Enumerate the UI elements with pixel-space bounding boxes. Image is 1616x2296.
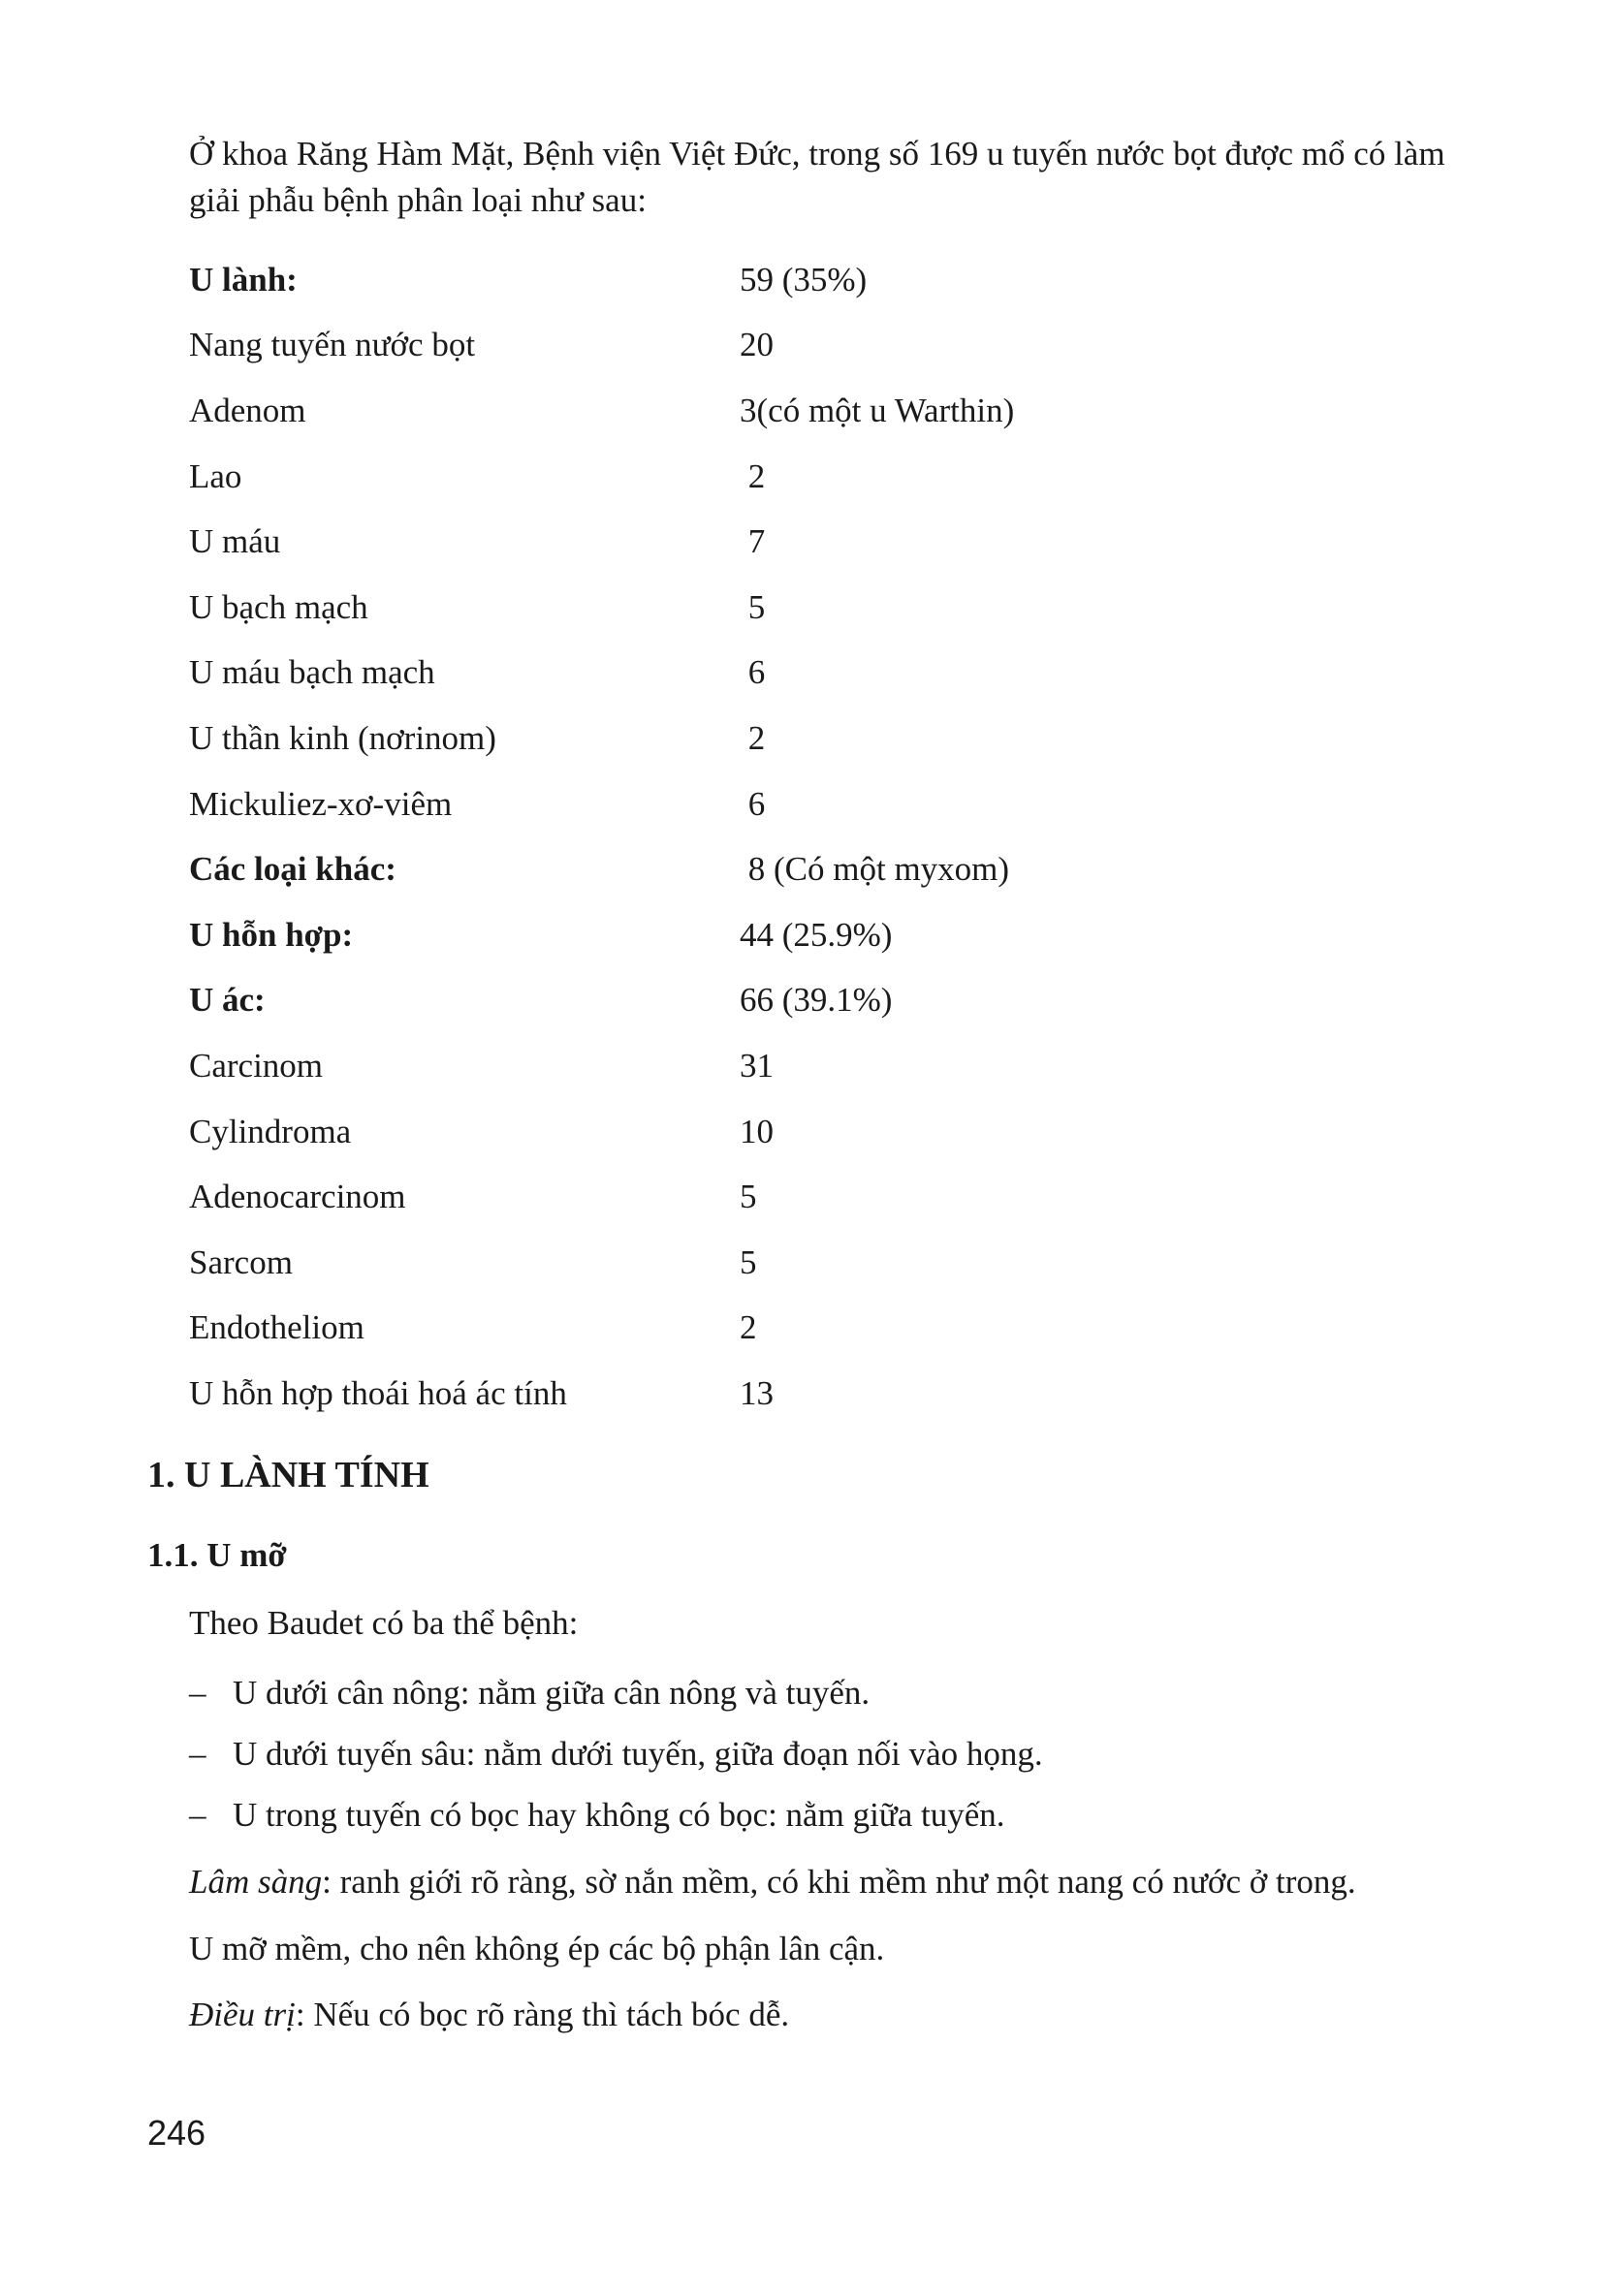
table-row [189, 641, 1352, 707]
row-label: Cylindroma [189, 1112, 352, 1150]
table-row [189, 1164, 1352, 1230]
row-value: 3(có một u Warthin) [740, 391, 1015, 429]
row-label: U bạch mạch [189, 587, 368, 626]
row-value: 8 (Có một myxom) [740, 850, 1010, 889]
row-value: 31 [740, 1046, 774, 1085]
row-value: 13 [740, 1373, 774, 1412]
row-value: 10 [740, 1112, 774, 1150]
table-row [189, 836, 1352, 902]
paragraph-baudet: Theo Baudet có ba thể bệnh: [189, 1604, 579, 1642]
table-row [189, 247, 1352, 313]
table-row [189, 575, 1352, 641]
row-label: U thần kinh (nơrinom) [189, 718, 496, 757]
table-row [189, 771, 1352, 837]
bullet-dash: – [189, 1796, 206, 1834]
paragraph-u-mo: U mỡ mềm, cho nên không ép các bộ phận lân cận. [189, 1930, 885, 1967]
row-value: 2 [740, 1308, 757, 1347]
table-row [189, 1099, 1352, 1165]
bullet-item [189, 1674, 870, 1713]
section-heading: 1. U LÀNH TÍNH [147, 1455, 429, 1495]
row-value: 7 [740, 522, 766, 561]
row-label: U hỗn hợp thoái hoá ác tính [189, 1373, 567, 1412]
row-label: Mickuliez-xơ-viêm [189, 784, 453, 823]
row-value: 5 [740, 587, 766, 626]
table-row [189, 1296, 1352, 1362]
classification-table [189, 247, 1352, 1427]
table-row [189, 706, 1352, 771]
bullet-text: U dưới tuyến sâu: nằm dưới tuyến, giữa đoạn nối vào họng. [233, 1735, 1043, 1773]
row-value: 5 [740, 1178, 757, 1216]
row-value: 2 [740, 718, 766, 757]
page-number: 246 [147, 2113, 206, 2153]
bullet-dash: – [189, 1674, 206, 1712]
table-row [189, 444, 1352, 510]
row-label: U máu [189, 522, 281, 561]
row-label: U lành: [189, 260, 298, 299]
row-value: 66 (39.1%) [740, 981, 893, 1020]
row-label: Carcinom [189, 1046, 324, 1085]
table-row [189, 1361, 1352, 1427]
row-label: Lao [189, 456, 242, 495]
lam-sang-label: Lâm sàng [189, 1863, 323, 1901]
row-value: 2 [740, 456, 766, 495]
bullet-item [189, 1735, 1043, 1774]
paragraph-dieu-tri [189, 1996, 789, 2034]
bullet-item [189, 1796, 1005, 1835]
row-label: Sarcom [189, 1242, 293, 1281]
row-value: 20 [740, 326, 774, 364]
subsection-heading: 1.1. U mỡ [147, 1536, 287, 1574]
row-label: Endotheliom [189, 1308, 364, 1347]
dieu-tri-text: : Nếu có bọc rõ ràng thì tách bóc dễ. [295, 1996, 790, 2033]
bullet-text: U dưới cân nông: nằm giữa cân nông và tuyến. [233, 1674, 871, 1712]
row-value: 5 [740, 1242, 757, 1281]
table-row [189, 313, 1352, 379]
table-row [189, 509, 1352, 575]
paragraph-lam-sang [189, 1863, 1356, 1902]
intro-paragraph: Ở khoa Răng Hàm Mặt, Bệnh viện Việt Đức, trong số 169 u tuyến nước bọt được mổ có làm giải phẫu bệnh phân loại như sau: [189, 135, 1445, 219]
table-row [189, 1230, 1352, 1296]
row-value: 59 (35%) [740, 260, 868, 299]
lam-sang-text: : ranh giới rõ ràng, sờ nắn mềm, có khi mềm như một nang có nước ở trong. [322, 1863, 1356, 1901]
table-row [189, 378, 1352, 444]
bullet-dash: – [189, 1735, 206, 1773]
table-row [189, 902, 1352, 968]
row-label: U hỗn hợp: [189, 915, 354, 954]
row-label: Adenocarcinom [189, 1178, 406, 1216]
row-label: Nang tuyến nước bọt [189, 326, 476, 364]
row-value: 44 (25.9%) [740, 915, 893, 954]
row-value: 6 [740, 784, 766, 823]
row-label: Các loại khác: [189, 850, 396, 889]
table-row [189, 1033, 1352, 1099]
row-label: U máu bạch mạch [189, 653, 435, 692]
row-value: 6 [740, 653, 766, 692]
table-row [189, 968, 1352, 1034]
dieu-tri-label: Điều trị [189, 1996, 296, 2033]
row-label: U ác: [189, 981, 266, 1020]
row-label: Adenom [189, 391, 306, 429]
bullet-text: U trong tuyến có bọc hay không có bọc: nằm giữa tuyến. [233, 1796, 1005, 1834]
